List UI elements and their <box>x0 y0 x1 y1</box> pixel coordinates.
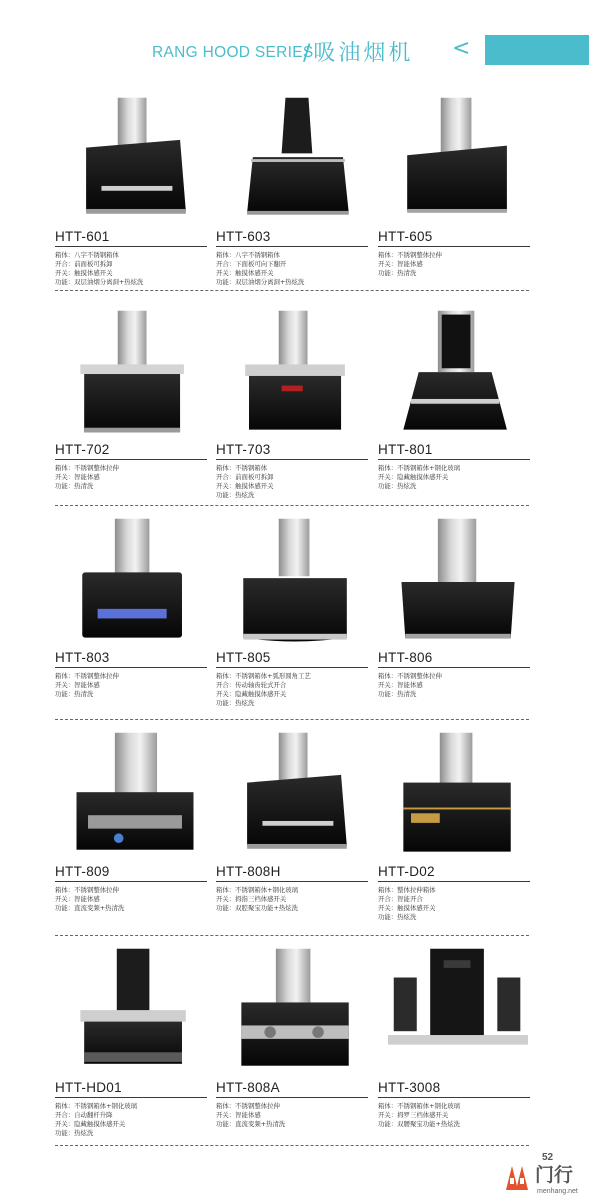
spec-line: 箱体：不锈钢箱体+钢化玻璃 <box>378 464 461 472</box>
spec-list <box>216 464 376 500</box>
spec-line: 开关：隐藏触摸体感开关 <box>216 689 287 698</box>
spec-list <box>55 464 215 491</box>
spec-line: 开关：触摸体感开关 <box>55 268 113 277</box>
watermark-number: 52 <box>542 1152 554 1163</box>
spec-line: 箱体：不锈钢箱体+钢化玻璃 <box>55 1102 138 1110</box>
spec-line: 开合：自动翻杆升降 <box>55 1110 113 1119</box>
product-row <box>0 730 589 944</box>
spec-line: 开合：下面板可向下翻开 <box>216 259 287 268</box>
spec-line: 功能：直流变频+热清洗 <box>55 903 125 912</box>
model-underline <box>378 246 530 247</box>
spec-line: 开关：智能体感 <box>378 259 423 268</box>
range-hood-image <box>388 308 528 441</box>
range-hood-image <box>388 730 528 863</box>
range-hood-image <box>65 308 205 441</box>
spec-line: 功能：热清洗 <box>378 689 417 698</box>
spec-line: 开关：触摸体感开关 <box>216 481 274 490</box>
spec-line: 箱体：整体拉伸箱体 <box>378 886 436 894</box>
spec-list <box>55 1102 215 1138</box>
spec-line: 箱体：不锈钢整体拉伸 <box>378 251 442 259</box>
range-hood-image <box>65 516 205 649</box>
product-card <box>378 95 540 309</box>
product-row <box>0 946 589 1160</box>
spec-line: 箱体：不锈钢箱体+钢化玻璃 <box>378 1102 461 1110</box>
spec-line: 功能：热炫洗 <box>216 698 255 707</box>
spec-line: 功能：热炫洗 <box>378 912 417 921</box>
product-model: HTT-603 <box>216 229 271 244</box>
watermark-name: 门行 <box>535 1164 574 1186</box>
spec-line: 功能：双层油烟分离洞+热炫洗 <box>55 277 144 286</box>
product-model: HTT-D02 <box>378 864 435 879</box>
spec-line: 开关：智能体感 <box>55 680 100 689</box>
range-hood-image <box>226 516 366 649</box>
spec-list <box>55 672 215 699</box>
spec-list <box>216 1102 376 1129</box>
range-hood-image <box>226 308 366 441</box>
model-underline <box>55 1097 207 1098</box>
product-row <box>0 95 589 309</box>
spec-list <box>378 886 538 922</box>
row-divider <box>55 505 529 506</box>
product-card <box>55 730 217 944</box>
spec-line: 功能：热清洗 <box>55 481 94 490</box>
row-divider <box>55 290 529 291</box>
spec-line: 箱体：八字不锈钢箱体 <box>55 251 119 259</box>
product-card <box>216 95 378 309</box>
spec-line: 箱体：不锈钢整体拉伸 <box>55 464 119 472</box>
product-card <box>216 730 378 944</box>
spec-line: 功能：双腔聚宝功能+热炫洗 <box>216 903 299 912</box>
spec-line: 箱体：不锈钢整体拉伸 <box>55 672 119 680</box>
row-divider <box>55 719 529 720</box>
range-hood-image <box>226 730 366 863</box>
header-marker: < <box>452 36 471 61</box>
product-model: HTT-808A <box>216 1080 280 1095</box>
spec-line: 箱体：不锈钢箱体+弧形圆角工艺 <box>216 672 311 680</box>
product-card <box>378 308 540 522</box>
spec-list <box>378 672 538 699</box>
watermark-url: menhang.net <box>537 1188 578 1195</box>
product-model: HTT-809 <box>55 864 110 879</box>
spec-line: 开关：触摸体感开关 <box>378 903 436 912</box>
range-hood-image <box>388 95 528 228</box>
spec-list <box>216 672 376 708</box>
model-underline <box>55 881 207 882</box>
product-model: HTT-806 <box>378 650 433 665</box>
spec-line: 功能：直流变频+热清洗 <box>216 1119 286 1128</box>
product-card <box>55 516 217 730</box>
spec-list <box>55 251 215 287</box>
watermark-logo-icon <box>502 1160 534 1194</box>
model-underline <box>378 459 530 460</box>
product-card <box>216 516 378 730</box>
model-underline <box>378 1097 530 1098</box>
row-divider <box>55 935 529 936</box>
product-model: HTT-HD01 <box>55 1080 122 1095</box>
product-card <box>216 308 378 522</box>
spec-line: 箱体：不锈钢整体拉伸 <box>55 886 119 894</box>
product-row <box>0 516 589 730</box>
product-card <box>378 516 540 730</box>
product-card <box>55 946 217 1160</box>
product-card <box>378 730 540 944</box>
product-model: HTT-801 <box>378 442 433 457</box>
range-hood-image <box>65 95 205 228</box>
model-underline <box>55 667 207 668</box>
spec-list <box>55 886 215 913</box>
spec-line: 开关：隐藏触摸体感开关 <box>378 472 449 481</box>
spec-line: 开关：隐藏触摸体感开关 <box>55 1119 126 1128</box>
spec-line: 功能：双层油烟分离洞+热炫洗 <box>216 277 305 286</box>
product-model: HTT-702 <box>55 442 110 457</box>
spec-line: 箱体：不锈钢整体拉伸 <box>378 672 442 680</box>
product-row <box>0 308 589 522</box>
spec-line: 箱体：不锈钢箱体+钢化玻璃 <box>216 886 299 894</box>
spec-list <box>216 251 376 287</box>
header-accent-bar <box>485 35 589 65</box>
range-hood-image <box>226 946 366 1079</box>
product-card <box>55 308 217 522</box>
spec-list <box>378 1102 538 1129</box>
spec-line: 开关：拇罗三档体感开关 <box>378 1110 449 1119</box>
spec-line: 开关：智能体感 <box>378 680 423 689</box>
spec-line: 开关：智能体感 <box>216 1110 261 1119</box>
model-underline <box>216 881 368 882</box>
product-card <box>55 95 217 309</box>
model-underline <box>216 459 368 460</box>
spec-list <box>378 464 538 491</box>
model-underline <box>378 667 530 668</box>
range-hood-image <box>388 516 528 649</box>
range-hood-image <box>388 946 528 1079</box>
model-underline <box>216 1097 368 1098</box>
model-underline <box>55 246 207 247</box>
product-card <box>378 946 540 1160</box>
product-model: HTT-601 <box>55 229 110 244</box>
model-underline <box>55 459 207 460</box>
series-title-cn: /吸油烟机 <box>303 41 414 66</box>
spec-line: 箱体：不锈钢整体拉伸 <box>216 1102 280 1110</box>
product-card <box>216 946 378 1160</box>
product-model: HTT-808H <box>216 864 281 879</box>
spec-line: 开关：拇指三档体感开关 <box>216 894 287 903</box>
watermark <box>500 1150 589 1200</box>
product-model: HTT-805 <box>216 650 271 665</box>
spec-line: 开合：智能开合 <box>378 894 423 903</box>
model-underline <box>216 246 368 247</box>
series-title-en: RANG HOOD SERIES <box>152 44 314 61</box>
product-model: HTT-703 <box>216 442 271 457</box>
page-header <box>0 0 589 80</box>
product-model: HTT-803 <box>55 650 110 665</box>
range-hood-image <box>65 730 205 863</box>
range-hood-image <box>65 946 205 1079</box>
spec-line: 箱体：不锈钢箱体 <box>216 464 268 472</box>
spec-line: 功能：热清洗 <box>55 689 94 698</box>
spec-line: 开合：传动轴齿轮式开合 <box>216 680 287 689</box>
spec-line: 开关：智能体感 <box>55 894 100 903</box>
spec-line: 功能：热炫洗 <box>216 490 255 499</box>
spec-line: 功能：双腰聚宝功能+热炫洗 <box>378 1119 461 1128</box>
spec-list <box>378 251 538 278</box>
model-underline <box>216 667 368 668</box>
spec-line: 开关：触摸体感开关 <box>216 268 274 277</box>
spec-line: 功能：热清洗 <box>378 268 417 277</box>
product-model: HTT-605 <box>378 229 433 244</box>
spec-line: 功能：热炫洗 <box>55 1128 94 1137</box>
row-divider <box>55 1145 529 1146</box>
spec-line: 开合：前面板可拆卸 <box>216 472 274 481</box>
spec-line: 功能：热炫洗 <box>378 481 417 490</box>
product-model: HTT-3008 <box>378 1080 441 1095</box>
model-underline <box>378 881 530 882</box>
range-hood-image <box>226 95 366 228</box>
spec-line: 箱体：八字不锈钢箱体 <box>216 251 280 259</box>
spec-list <box>216 886 376 913</box>
spec-line: 开关：智能体感 <box>55 472 100 481</box>
spec-line: 开合：前面板可拆卸 <box>55 259 113 268</box>
